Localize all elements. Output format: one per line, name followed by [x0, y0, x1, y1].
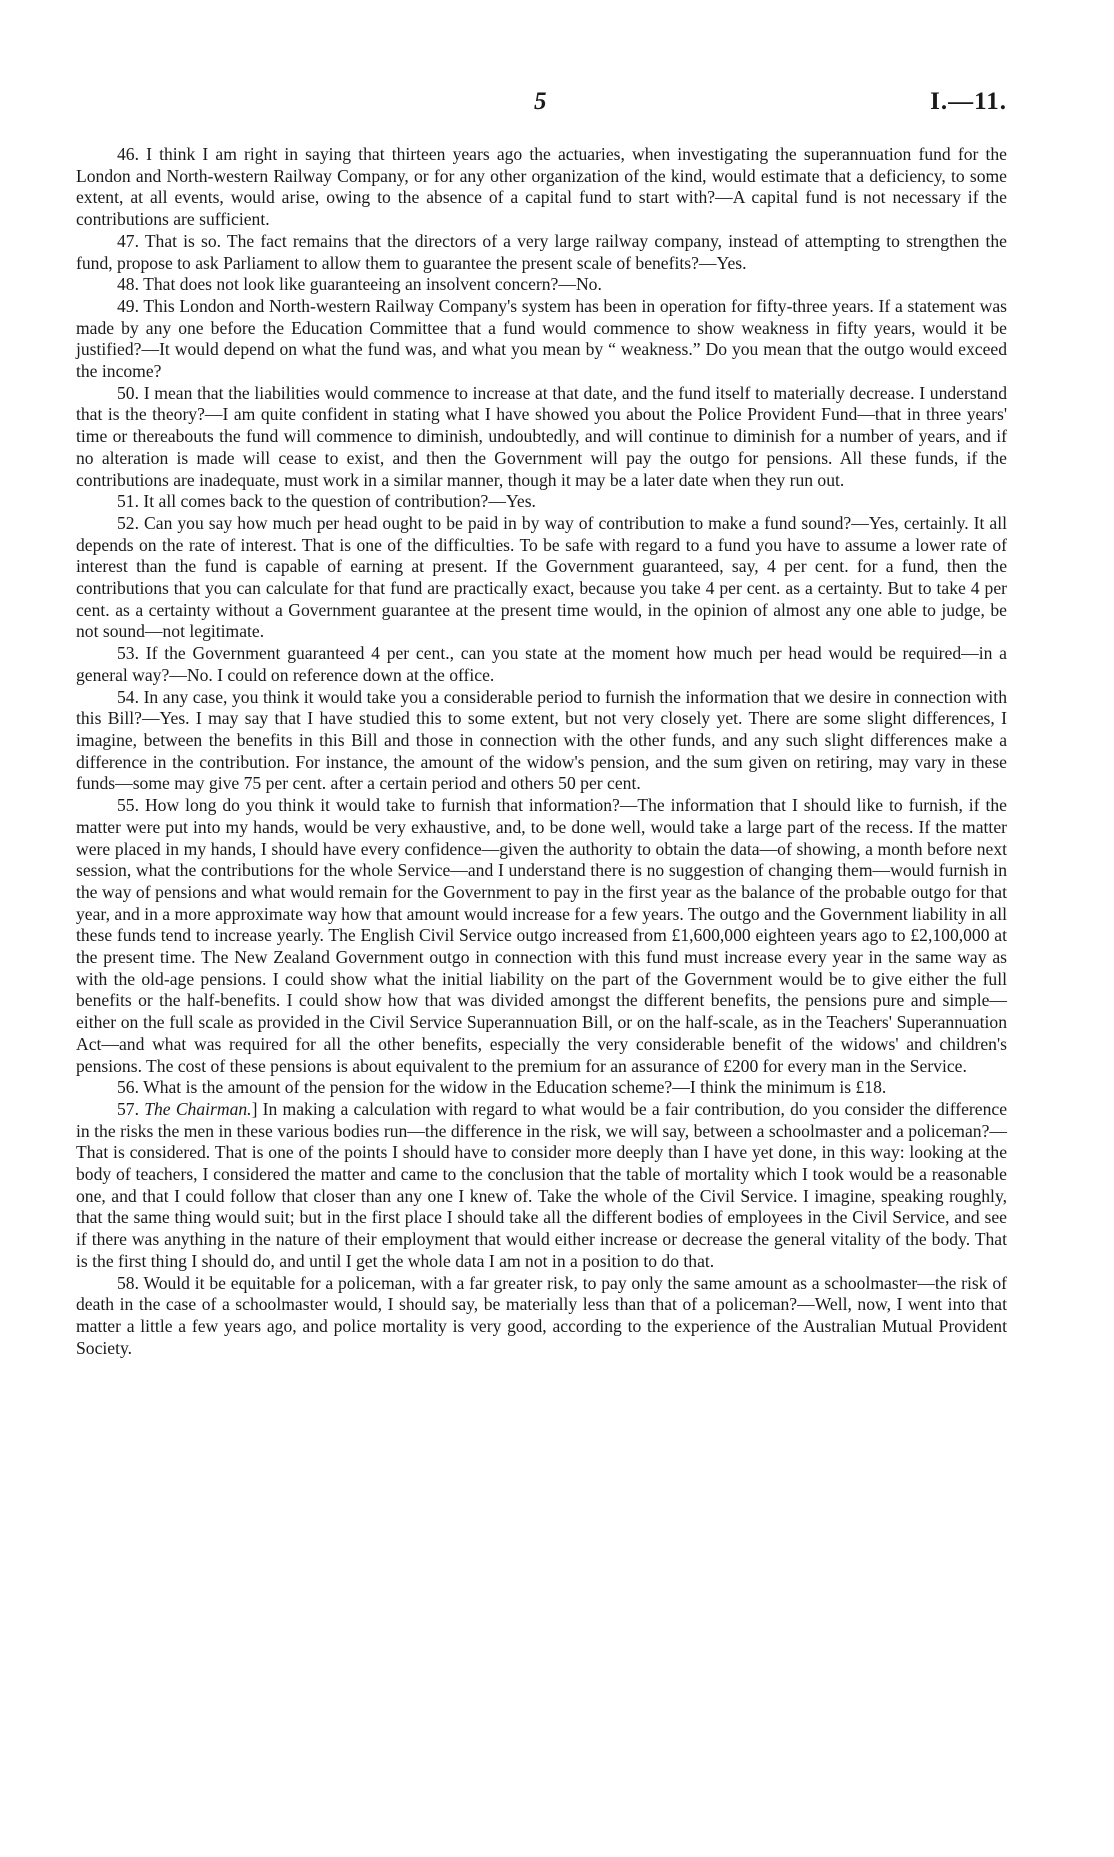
- question-text: I think I am right in saying that thirteen years ago the actuaries, when investigating the superannuation fund for the London and North-western Railway Company, or for any other organization of the kind, would estimate that a deficiency, to some extent, at all events, would arise, owing to the absence of a capital fund to start with?—A capital fund is not necessary if the contributions are sufficient.: [76, 144, 1007, 230]
- question-paragraph: [76, 491, 1007, 513]
- question-number: 49.: [117, 295, 139, 316]
- question-paragraph: [76, 1273, 1007, 1360]
- question-paragraph: [76, 513, 1007, 643]
- question-text: That does not look like guaranteeing an insolvent concern?—No.: [143, 274, 602, 295]
- question-paragraph: [76, 296, 1007, 383]
- question-paragraph: [76, 795, 1007, 1077]
- question-number: 52.: [117, 512, 139, 533]
- question-text: In any case, you think it would take you a considerable period to furnish the information that we desire in connection with this Bill?—Yes. I may say that I have studied this to some extent, but not very closely yet. There are some slight differences, I imagine, between the benefits in this Bill and those in connection with the other funds, and any such slight differences make a difference in the contribution. For instance, the amount of the widow's pension, and the sum given on retiring, may vary in these funds—some may give 75 per cent. after a certain period and others 50 per cent.: [76, 686, 1007, 794]
- question-text: Can you say how much per head ought to be paid in by way of contribution to make a fund sound?—Yes, certainly. It all depends on the rate of interest. That is one of the difficulties. To be safe with regard to a fund you have to assume a lower rate of interest than the fund is capable of earning at present. If the Government guaranteed, say, 4 per cent. for a fund, then the contributions that you can calculate for that fund are practically exact, because you take 4 per cent. as a certainty. But to take 4 per cent. as a certainty without a Government guarantee at the present time would, in the opinion of almost any one able to judge, be not sound—not legitimate.: [76, 512, 1007, 642]
- question-text: If the Government guaranteed 4 per cent., can you state at the moment how much per head would be required—in a general way?—No. I could on reference down at the office.: [76, 643, 1007, 685]
- question-number: 51.: [117, 491, 139, 512]
- question-text: ] In making a calculation with regard to what would be a fair contribution, do you consider the difference in the risks the men in these various bodies run—the difference in the risk, we will say, between a schoolmaster and a policeman?—That is considered. That is one of the points I should have to consider more deeply than I have yet done, in this way: looking at the body of teachers, I considered the matter and came to the conclusion that the table of mortality which I took would be a reasonable one, and that I could follow that closer than any one I knew of. Take the whole of the Civil Service. I imagine, speaking roughly, that the same thing would suit; but in the first place I should take all the different bodies of employees in the Civil Service, and see if there was anything in the nature of their employment that would either increase or decrease the general vitality of the body. That is the first thing I should do, and until I get the whole data I am not in a position to do that.: [76, 1098, 1008, 1271]
- question-paragraph: [76, 643, 1007, 686]
- question-number: 53.: [117, 643, 139, 664]
- question-number: 55.: [117, 795, 139, 816]
- question-text: I mean that the liabilities would commence to increase at that date, and the fund itself to materially decrease. I understand that is the theory?—I am quite confident in stating what I have showed you about the Police Provident Fund—that in three years' time or thereabouts the fund will commence to diminish, undoubtedly, and will continue to diminish for a number of years, and if no alteration is made will cease to exist, and then the Government will pay the outgo for pensions. All these funds, if the contributions are inadequate, must work in a similar manner, though it may be a later date when they run out.: [76, 382, 1007, 490]
- document-reference: I.—11.: [930, 88, 1007, 115]
- question-text: How long do you think it would take to furnish that information?—The information that I should like to furnish, if the matter were put into my hands, would be very exhaustive, and, to be done well, would take a large part of the recess. If the matter were placed in my hands, I should have every confidence—given the authority to obtain the data—of showing, a month before next session, what the contributions for the whole Service—and I understand there is no suggestion of changing them—would furnish in the way of pensions and what would remain for the Government to pay in the first year as the balance of the probable outgo for that year, and in a more approximate way how that amount would increase for a few years. The outgo and the Government liability in all these funds tend to increase yearly. The English Civil Service outgo increased from £1,600,000 eighteen years ago to £2,100,000 at the present time. The New Zealand Government outgo in connection with this fund must increase every year in the same way as with the old-age pensions. I could show what the initial liability on the part of the Government would be to give either the full benefits or the half-benefits. I could show how that was divided amongst the different benefits, the pensions pure and simple—either on the full scale as provided in the Civil Service Superannuation Bill, or on the half-scale, as in the Teachers' Superannuation Act—and what was required for all the other benefits, especially the very considerable benefit of the widows' and children's pensions. The cost of these pensions is about equivalent to the premium for an assurance of £200 for every man in the Service.: [76, 795, 1007, 1076]
- speaker-name: The Chairman.: [144, 1098, 252, 1119]
- question-number: 50.: [117, 382, 139, 403]
- question-paragraph: [76, 144, 1007, 231]
- page-number: 5: [534, 88, 547, 115]
- question-text: It all comes back to the question of contribution?—Yes.: [143, 491, 536, 512]
- question-paragraph: [76, 1099, 1007, 1273]
- question-text: That is so. The fact remains that the directors of a very large railway company, instead of attempting to strengthen the fund, propose to ask Parliament to allow them to guarantee the present scale of benefits?—Yes.: [76, 230, 1007, 273]
- evidence-text: [76, 144, 1007, 1359]
- question-text: What is the amount of the pension for the widow in the Education scheme?—I think the minimum is £18.: [143, 1077, 887, 1098]
- page-header: [76, 88, 1007, 128]
- question-paragraph: [76, 274, 1007, 296]
- question-number: 58.: [117, 1272, 139, 1293]
- question-paragraph: [76, 383, 1007, 492]
- question-number: 57.: [117, 1098, 139, 1119]
- question-number: 46.: [117, 144, 139, 164]
- question-number: 54.: [117, 686, 139, 707]
- question-text: Would it be equitable for a policeman, with a far greater risk, to pay only the same amount as a schoolmaster—the risk of death in the case of a schoolmaster would, I should say, be materially less than that of a policeman?—Well, now, I went into that matter a little a few years ago, and police mortality is very good, according to the experience of the Australian Mutual Provident Society.: [76, 1272, 1007, 1358]
- question-paragraph: [76, 687, 1007, 796]
- question-paragraph: [76, 231, 1007, 274]
- question-number: 47.: [117, 230, 139, 251]
- question-number: 48.: [117, 274, 139, 295]
- question-paragraph: [76, 1077, 1007, 1099]
- question-number: 56.: [117, 1077, 139, 1098]
- question-text: This London and North-western Railway Company's system has been in operation for fifty-three years. If a statement was made by any one before the Education Committee that a fund would commence to show weakness in fifty years, would it be justified?—It would depend on what the fund was, and what you mean by “ weakness.” Do you mean that the outgo would exceed the income?: [76, 295, 1007, 382]
